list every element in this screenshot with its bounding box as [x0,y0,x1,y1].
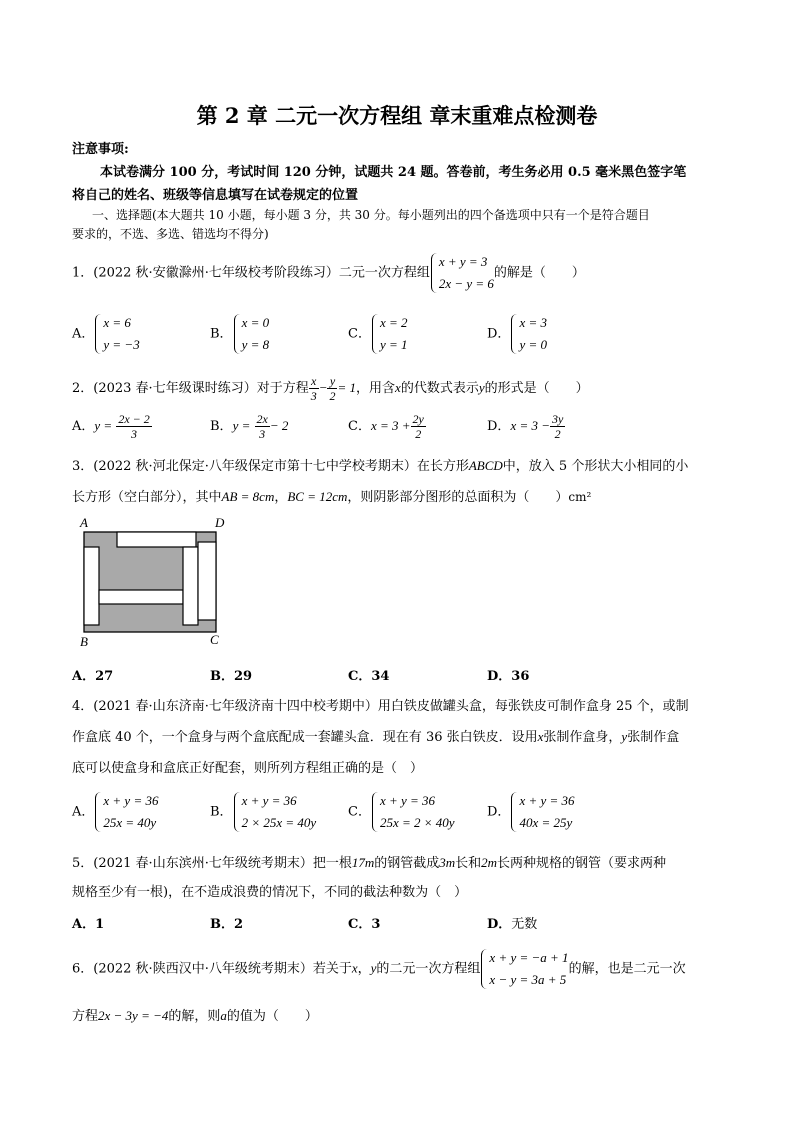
vertex-d-label: D [215,515,225,530]
question-2: 2．(2023 春·七年级课时练习）对于方程 $\frac{x}{3}$ − $\frac{y}{2}$ = 1，用含x的代数式表示y的形式是（ ） [72,374,589,403]
vertex-a-label: A [80,515,88,530]
q1-option-d[interactable]: D． x = 3 y = 0 [487,312,547,356]
q2-option-b[interactable]: B．y = $\frac{2x}{3}$ − 2 [210,412,289,441]
q3-option-d[interactable]: D．36 [487,669,530,684]
section-heading-line-2: 要求的，不选、多选、错选均不得分) [72,227,269,241]
q1-suffix: 的解是（ ） [493,265,585,281]
q5-option-c[interactable]: C．3 [348,917,381,932]
notice-line-2: 将自己的姓名、班级等信息填写在试卷规定的位置 [72,188,359,203]
question-4-line-3: 底可以使盒身和盒底正好配套，则所列方程组正确的是（ ） [72,761,424,776]
q2-option-d[interactable]: D．x = 3 − $\frac{3y}{2}$ [487,412,564,441]
q4-option-a[interactable]: A． x + y = 36 25x = 40y [72,790,158,834]
question-6-line-1: 6．(2022 秋·陕西汉中·八年级统考期末）若关于x，y的二元一次方程组 x + y = −a + 1 x − y = 3a + 5 的解，也是二元一次 [72,947,686,991]
question-3-line-1: 3．(2022 秋·河北保定·八年级保定市第十七中学校考期末）在长方形ABCD中，放入 5 个形状大小相同的小 [72,458,689,474]
question-4-line-1: 4．(2021 春·山东济南·七年级济南十四中校考期中）用白铁皮做罐头盒，每张铁皮可制作盒身 25 个，或制 [72,699,689,714]
vertex-b-label: B [80,634,88,649]
question-4-line-2: 作盒底 40 个，一个盒身与两个盒底配成一套罐头盒．现在有 36 张白铁皮．设用x张制作盒身，y张制作盒 [72,729,680,745]
q4-option-b[interactable]: B． x + y = 36 2 × 25x = 40y [210,790,316,834]
question-3-line-2: 长方形（空白部分），其中AB = 8cm，BC = 12cm，则阴影部分图形的总面积为（ ）cm² [72,489,592,505]
q1-option-c[interactable]: C． x = 2 y = 1 [348,312,408,356]
section-heading-line-1: 一、选择题(本大题共 10 小题，每小题 3 分，共 30 分。每小题列出的四个备选项中只有一个是符合题目 [92,208,650,222]
rectangle-figure [76,514,236,650]
q3-option-c[interactable]: C．34 [348,669,390,684]
notice-line-1: 本试卷满分 100 分，考试时间 120 分钟，试题共 24 题。答卷前，考生务必用 0.5 毫米黑色签字笔 [100,165,687,180]
q4-option-c[interactable]: C． x + y = 36 25x = 2 × 40y [348,790,455,834]
q3-option-b[interactable]: B．29 [210,669,253,684]
q2-option-c[interactable]: C．x = 3 + $\frac{2y}{2}$ [348,412,424,441]
question-5-line-1: 5．(2021 春·山东滨州·七年级统考期末）把一根17m的钢管截成3m长和2m长两种规格的钢管（要求两种 [72,855,667,871]
q1-option-a[interactable]: A． x = 6 y = −3 [72,312,140,356]
vertex-c-label: C [210,632,219,647]
q2-option-a[interactable]: A．y = $\frac{2x - 2}{3}$ [72,412,150,441]
q1-option-b[interactable]: B． x = 0 y = 8 [210,312,269,356]
notice-heading: 注意事项: [72,142,129,157]
page-title: 第 2 章 二元一次方程组 章末重难点检测卷 [196,103,598,128]
q5-option-d[interactable]: D．无数 [487,917,538,932]
question-6-line-2: 方程2x − 3y = −4的解，则a的值为（ ） [72,1008,318,1024]
q5-option-b[interactable]: B．2 [210,917,244,932]
question-5-line-2: 规格至少有一根)，在不造成浪费的情况下，不同的截法种数为（ ） [72,885,468,900]
q1-system: x + y = 3 2x − y = 6 [430,251,494,295]
question-1 [72,251,585,295]
q5-option-a[interactable]: A．1 [72,917,105,932]
q3-option-a[interactable]: A．27 [72,669,114,684]
q1-stem: 1．(2022 秋·安徽滁州·七年级校考阶段练习）二元一次方程组 [72,265,430,281]
q4-option-d[interactable]: D． x + y = 36 40x = 25y [487,790,575,834]
